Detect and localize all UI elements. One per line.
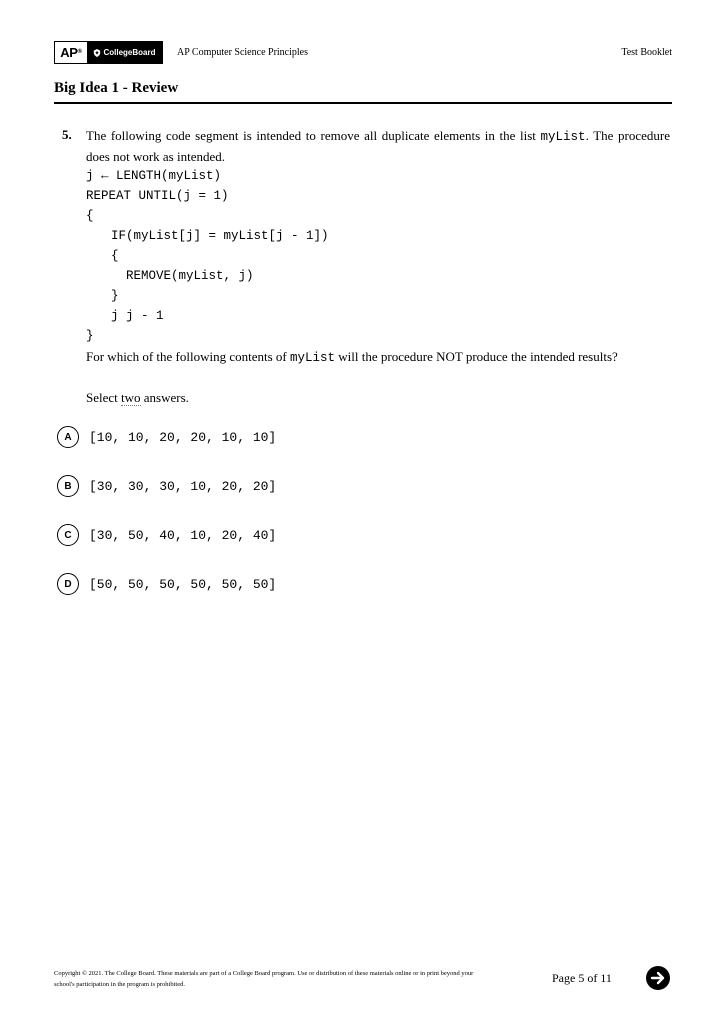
code-line: { — [86, 209, 94, 223]
code-line: } — [111, 289, 119, 303]
question-number: 5. — [62, 127, 72, 142]
choice-a[interactable] — [57, 425, 276, 449]
course-title: AP Computer Science Principles — [177, 47, 308, 58]
code-line: } — [86, 329, 94, 343]
instruction-text: Select — [86, 390, 118, 405]
code-line: IF(myList[j] = myList[j - 1]) — [111, 229, 329, 243]
code-segment — [86, 166, 329, 346]
list-name: myList — [540, 130, 586, 144]
instruction-emphasis: two — [121, 390, 141, 405]
section-title: Big Idea 1 - Review — [54, 80, 672, 104]
instruction-text-end: answers. — [143, 390, 189, 405]
answer-instruction — [86, 388, 189, 408]
choice-letter-circle[interactable]: D — [57, 573, 79, 595]
page-number: Page 5 of 11 — [552, 971, 612, 985]
choice-b[interactable] — [57, 474, 276, 498]
question-stem — [86, 126, 670, 167]
code-line: j ← LENGTH(myList) — [86, 169, 222, 183]
ap-logo: AP ® — [60, 45, 82, 60]
choice-letter-circle[interactable]: B — [57, 475, 79, 497]
choice-d[interactable] — [57, 572, 276, 596]
next-page-button[interactable] — [646, 966, 670, 990]
choice-c[interactable] — [57, 523, 276, 547]
choice-letter-circle[interactable]: C — [57, 524, 79, 546]
code-line: REMOVE(myList, j) — [126, 269, 254, 283]
question-text-end: . The procedure does not work as intended. — [86, 128, 670, 164]
prompt-list-name: myList — [290, 351, 336, 365]
ap-logo-text: AP — [60, 45, 78, 60]
question-prompt — [86, 347, 618, 368]
code-line: REPEAT UNTIL(j = 1) — [86, 189, 229, 203]
choice-text[interactable]: [10, 10, 20, 20, 10, 10] — [89, 429, 277, 445]
question-text: The following code segment is intended to remove all duplicate elements in the list — [86, 128, 536, 143]
page-header — [54, 41, 672, 64]
college-board-text: CollegeBoard — [103, 48, 156, 57]
booklet-label: Test Booklet — [621, 47, 672, 58]
prompt-text: For which of the following contents of — [86, 349, 287, 364]
choice-text[interactable]: [30, 50, 40, 10, 20, 40] — [89, 527, 277, 543]
acorn-icon — [93, 49, 101, 57]
arrow-right-icon[interactable] — [650, 970, 666, 986]
choice-letter-circle[interactable]: A — [57, 426, 79, 448]
code-line: j j - 1 — [111, 309, 164, 323]
choice-text[interactable]: [30, 30, 30, 10, 20, 20] — [89, 478, 277, 494]
college-board-wordmark — [87, 42, 162, 63]
choice-text[interactable]: [50, 50, 50, 50, 50, 50] — [89, 576, 277, 592]
code-line: { — [111, 249, 119, 263]
college-board-logo — [54, 41, 163, 64]
prompt-text-end: will the procedure NOT produce the intended results? — [338, 349, 618, 364]
copyright-notice: Copyright © 2021. The College Board. These materials are part of a College Board program. Use or distribution of these materials online or in print beyond your school's participation in the program is prohibited. — [54, 970, 474, 988]
